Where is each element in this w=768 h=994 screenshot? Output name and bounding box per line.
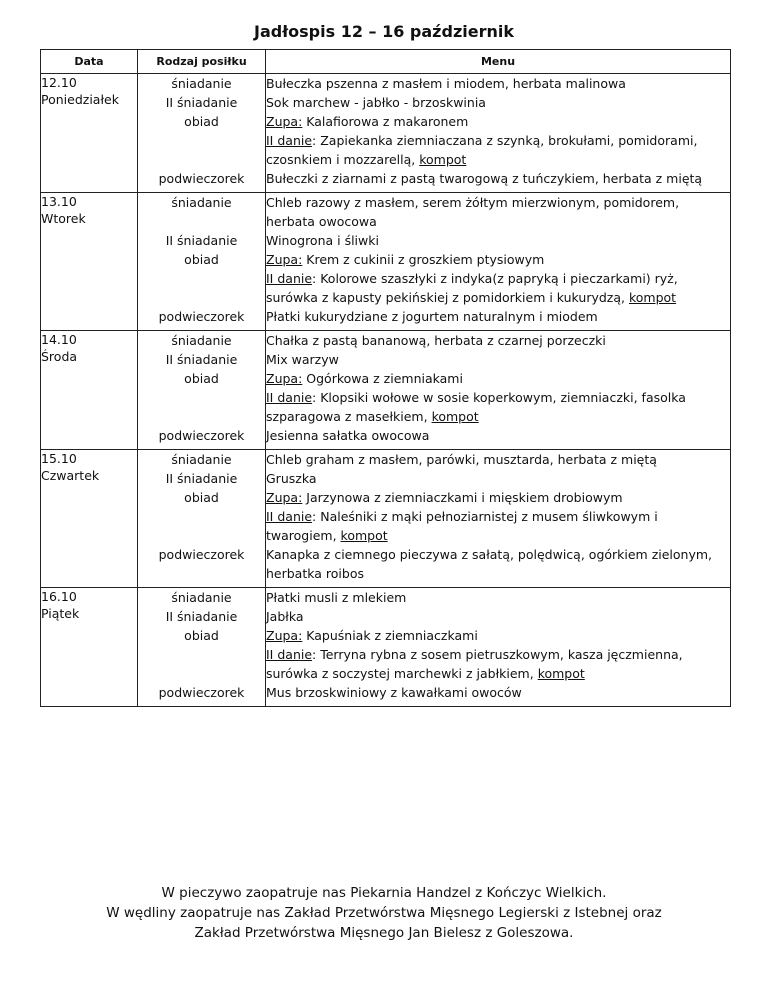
day-date: 15.10: [41, 451, 77, 466]
soup-line: [266, 369, 730, 388]
soup-text: Kalafiorowa z makaronem: [302, 114, 469, 129]
meal-content: [266, 331, 731, 351]
header-date: Data: [41, 50, 138, 74]
day-date: 16.10: [41, 589, 77, 604]
meal-type: podwieczorek: [138, 683, 266, 707]
main-course-text: : Klopsiki wołowe w sosie koperkowym, ziemniaczki, fasolka szparagowa z masełkiem,: [266, 390, 686, 424]
table-row: [41, 683, 731, 707]
table-row: [41, 450, 731, 470]
meal-text: Sok marchew - jabłko - brzoskwinia: [266, 95, 486, 110]
main-course-label: II danie: [266, 647, 313, 662]
meal-text: Płatki musli z mlekiem: [266, 590, 407, 605]
main-course-text: : Zapiekanka ziemniaczana z szynką, brokułami, pomidorami, czosnkiem i mozzarellą,: [266, 133, 698, 167]
meal-text: Kanapka z ciemnego pieczywa z sałatą, polędwicą, ogórkiem zielonym, herbatka roibos: [266, 547, 713, 581]
meal-content: [266, 369, 731, 426]
meal-content: [266, 469, 731, 488]
table-row: [41, 488, 731, 545]
footer-line: Zakład Przetwórstwa Mięsnego Jan Bielesz z Goleszowa.: [194, 925, 574, 941]
meal-type: podwieczorek: [138, 169, 266, 193]
meal-text: Jabłka: [266, 609, 304, 624]
table-row: [41, 169, 731, 193]
meal-content: [266, 193, 731, 232]
day-cell: [41, 74, 138, 193]
meal-text: Jesienna sałatka owocowa: [266, 428, 430, 443]
soup-text: Kapuśniak z ziemniaczkami: [302, 628, 478, 643]
footer-line: W wędliny zaopatruje nas Zakład Przetwórstwa Mięsnego Legierski z Istebnej oraz: [106, 905, 662, 921]
meal-type: II śniadanie: [138, 607, 266, 626]
drink-text: kompot: [537, 666, 585, 681]
soup-label: Zupa:: [266, 628, 303, 643]
meal-type: II śniadanie: [138, 469, 266, 488]
meal-text: Winogrona i śliwki: [266, 233, 379, 248]
soup-label: Zupa:: [266, 114, 303, 129]
table-row: [41, 93, 731, 112]
meal-text: Mus brzoskwiniowy z kawałkami owoców: [266, 685, 522, 700]
drink-text: kompot: [340, 528, 388, 543]
day-weekday: Piątek: [41, 606, 80, 621]
menu-body: [41, 74, 731, 707]
day-weekday: Poniedziałek: [41, 92, 119, 107]
soup-text: Jarzynowa z ziemniaczkami i mięskiem drobiowym: [302, 490, 623, 505]
meal-content: [266, 488, 731, 545]
day-cell: [41, 588, 138, 707]
meal-type: II śniadanie: [138, 350, 266, 369]
main-course-label: II danie: [266, 133, 313, 148]
soup-label: Zupa:: [266, 252, 303, 267]
main-course-label: II danie: [266, 271, 313, 286]
footer: [0, 883, 768, 943]
meal-type: obiad: [138, 369, 266, 426]
meal-type: śniadanie: [138, 193, 266, 232]
meal-text: Chleb graham z masłem, parówki, musztarda, herbata z miętą: [266, 452, 657, 467]
meal-content: [266, 350, 731, 369]
main-course-line: [266, 507, 730, 545]
drink-text: kompot: [419, 152, 467, 167]
main-course-label: II danie: [266, 509, 313, 524]
main-course-line: [266, 131, 730, 169]
page-title: Jadłospis 12 – 16 październik: [254, 22, 514, 41]
meal-content: [266, 588, 731, 608]
meal-text: Bułeczki z ziarnami z pastą twarogową z tuńczykiem, herbata z miętą: [266, 171, 703, 186]
soup-text: Ogórkowa z ziemniakami: [302, 371, 463, 386]
day-cell: [41, 450, 138, 588]
soup-line: [266, 626, 730, 645]
main-course-line: [266, 645, 730, 683]
meal-type: II śniadanie: [138, 93, 266, 112]
meal-type: obiad: [138, 250, 266, 307]
table-row: [41, 350, 731, 369]
main-course-label: II danie: [266, 390, 313, 405]
meal-type: śniadanie: [138, 450, 266, 470]
meal-content: [266, 307, 731, 331]
meal-type: podwieczorek: [138, 307, 266, 331]
meal-type: obiad: [138, 112, 266, 169]
meal-content: [266, 450, 731, 470]
table-row: [41, 231, 731, 250]
soup-line: [266, 112, 730, 131]
meal-content: [266, 74, 731, 94]
footer-line: W pieczywo zaopatruje nas Piekarnia Handzel z Kończyc Wielkich.: [161, 885, 607, 901]
table-row: [41, 588, 731, 608]
meal-content: [266, 607, 731, 626]
table-row: [41, 607, 731, 626]
main-course-line: [266, 269, 730, 307]
meal-content: [266, 231, 731, 250]
meal-content: [266, 169, 731, 193]
meal-content: [266, 250, 731, 307]
meal-type: obiad: [138, 626, 266, 683]
meal-text: Chleb razowy z masłem, serem żółtym mierzwionym, pomidorem, herbata owocowa: [266, 195, 680, 229]
main-course-text: : Naleśniki z mąki pełnoziarnistej z musem śliwkowym i twarogiem,: [266, 509, 658, 543]
soup-text: Krem z cukinii z groszkiem ptysiowym: [302, 252, 545, 267]
meal-type: obiad: [138, 488, 266, 545]
menu-table: [40, 49, 731, 707]
drink-text: kompot: [431, 409, 479, 424]
meal-type: II śniadanie: [138, 231, 266, 250]
meal-content: [266, 112, 731, 169]
table-row: [41, 626, 731, 683]
meal-text: Mix warzyw: [266, 352, 339, 367]
meal-type: śniadanie: [138, 588, 266, 608]
day-cell: [41, 193, 138, 331]
day-date: 12.10: [41, 75, 77, 90]
table-row: [41, 307, 731, 331]
meal-type: śniadanie: [138, 331, 266, 351]
meal-content: [266, 545, 731, 588]
day-date: 13.10: [41, 194, 77, 209]
meal-text: Gruszka: [266, 471, 317, 486]
header-menu: Menu: [266, 50, 731, 74]
meal-type: podwieczorek: [138, 426, 266, 450]
meal-content: [266, 93, 731, 112]
soup-label: Zupa:: [266, 371, 303, 386]
meal-text: Bułeczka pszenna z masłem i miodem, herbata malinowa: [266, 76, 626, 91]
table-row: [41, 112, 731, 169]
day-weekday: Wtorek: [41, 211, 86, 226]
main-course-text: : Kolorowe szaszłyki z indyka(z papryką i pieczarkami) ryż, surówka z kapusty pekińskiej z pomidorkiem i kukurydzą,: [266, 271, 678, 305]
meal-text: Płatki kukurydziane z jogurtem naturalnym i miodem: [266, 309, 598, 324]
table-header-row: [41, 50, 731, 74]
header-meal-type: Rodzaj posiłku: [138, 50, 266, 74]
day-cell: [41, 331, 138, 450]
main-course-text: : Terryna rybna z sosem pietruszkowym, kasza jęczmienna, surówka z soczystej marchewki z jabłkiem,: [266, 647, 683, 681]
main-course-line: [266, 388, 730, 426]
meal-text: Chałka z pastą bananową, herbata z czarnej porzeczki: [266, 333, 606, 348]
soup-label: Zupa:: [266, 490, 303, 505]
drink-text: kompot: [628, 290, 677, 305]
meal-type: śniadanie: [138, 74, 266, 94]
soup-line: [266, 488, 730, 507]
table-row: [41, 74, 731, 94]
day-date: 14.10: [41, 332, 77, 347]
table-row: [41, 250, 731, 307]
table-row: [41, 469, 731, 488]
day-weekday: Czwartek: [41, 468, 100, 483]
meal-content: [266, 626, 731, 683]
table-row: [41, 193, 731, 232]
table-row: [41, 369, 731, 426]
table-row: [41, 426, 731, 450]
meal-content: [266, 683, 731, 707]
soup-line: [266, 250, 730, 269]
meal-type: podwieczorek: [138, 545, 266, 588]
table-row: [41, 331, 731, 351]
meal-content: [266, 426, 731, 450]
table-row: [41, 545, 731, 588]
day-weekday: Środa: [41, 349, 78, 364]
